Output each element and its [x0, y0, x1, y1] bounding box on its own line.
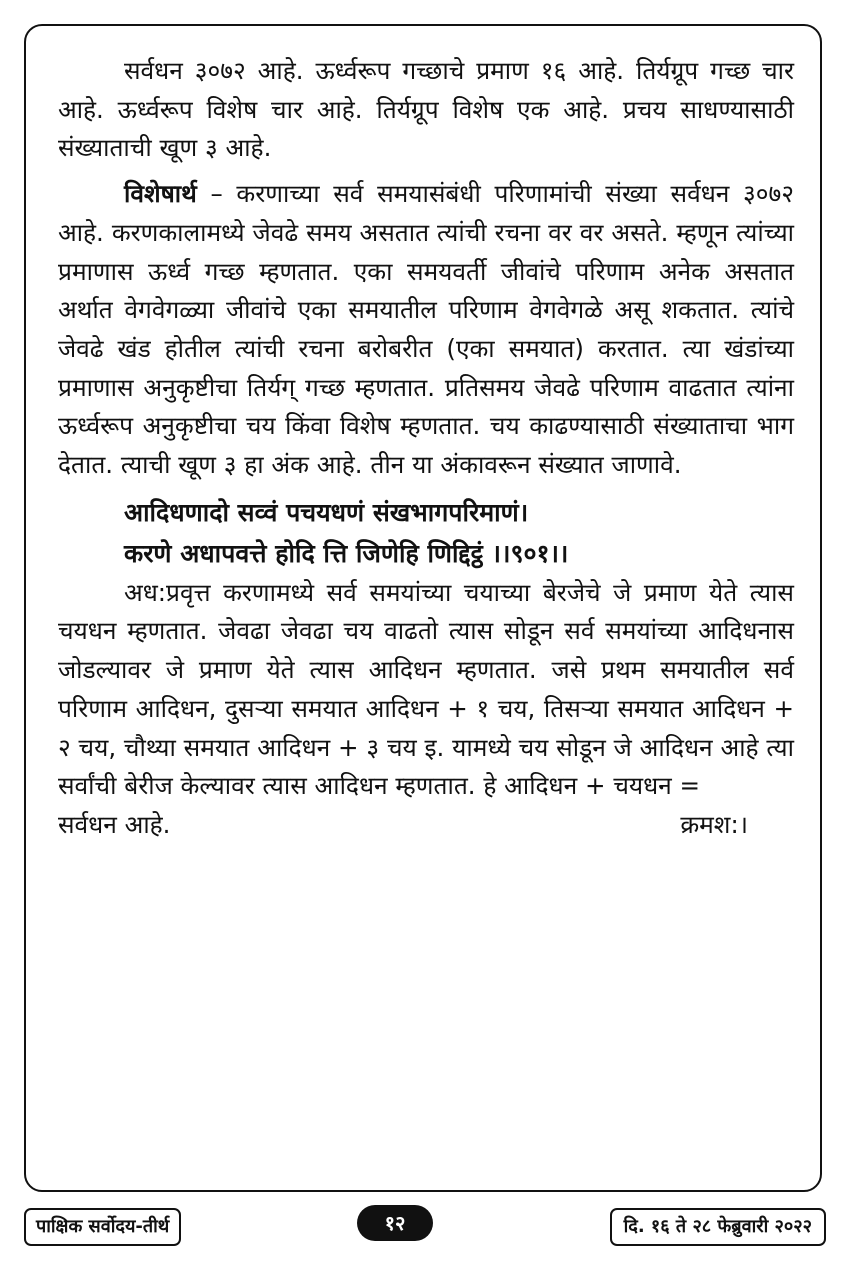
verse-line-2: करणे अधापवत्ते होदि त्ति जिणेहि णिद्दिट्ठं ।।९०१।। — [124, 538, 569, 568]
paragraph-summary: सर्वधन ३०७२ आहे. ऊर्ध्वरूप गच्छाचे प्रमाण १६ आहे. तिर्यग्रूप गच्छ चार आहे. ऊर्ध्वरूप विशेष चार आहे. तिर्यग्रूप विशेष एक आहे. प्रचय साधण्यासाठी संख्याताची खूण ३ आहे. — [58, 56, 794, 163]
closing-text: सर्वधन आहे. — [58, 809, 171, 839]
issue-date: दि. १६ ते २८ फेब्रुवारी २०२२ — [610, 1208, 826, 1246]
paragraph-explanation — [58, 175, 794, 485]
verse-line-1: आदिधणादो सव्वं पचयधणं संखभागपरिमाणं। — [124, 497, 529, 527]
paragraph-commentary: अध:प्रवृत्त करणामध्ये सर्व समयांच्या चयाच्या बेरजेचे जे प्रमाण येते त्यास चयधन म्हणतात. जेवढा जेवढा चय वाढतो त्यास सोडून सर्व समयांच्या आदिधनास जोडल्यावर जे प्रमाण येते त्यास आदिधन म्हणतात. जसे प्रथम समयातील सर्व परिणाम आदिधन, दुसऱ्या समयात आदिधन + १ चय, तिसऱ्या समयात आदिधन + २ चय, चौथ्या समयात आदिधन + ३ चय इ. यामध्ये चय सोडून जे आदिधन आहे त्या सर्वांची बेरीज केल्यावर त्यास आदिधन म्हणतात. हे आदिधन + चयधन = — [58, 577, 794, 801]
explanation-text: – करणाच्या सर्व समयासंबंधी परिणामांची संख्या सर्वधन ३०७२ आहे. करणकालामध्ये जेवढे समय असतात त्यांची रचना वर वर असते. म्हणून त्यांच्या प्रमाणास ऊर्ध्व गच्छ म्हणतात. एका समयवर्ती जीवांचे परिणाम अनेक असतात अर्थात वेगवेगळ्या जीवांचे एका समयातील परिणाम वेगवेगळे असू शकतात. त्यांचे जेवढे खंड होतील त्यांची रचना बरोबरीत (एका समयात) करतात. त्या खंडांच्या प्रमाणास अनुकृष्टीचा तिर्यग् गच्छ म्हणतात. प्रतिसमय जेवढे परिणाम वाढतात त्यांना ऊर्ध्वरूप अनुकृष्टीचा चय किंवा विशेष म्हणतात. चय काढण्यासाठी संख्याताचा भाग देतात. त्याची खूण ३ हा अंक आहे. तीन या अंकावरून संख्यात जाणावे. — [58, 179, 794, 480]
closing-line — [58, 806, 794, 845]
article-body — [58, 52, 794, 845]
publication-name: पाक्षिक सर्वोदय-तीर्थ — [24, 1208, 181, 1246]
explanation-heading: विशेषार्थ — [124, 179, 197, 209]
continued-marker: क्रमश:। — [680, 809, 748, 839]
page-number: १२ — [357, 1205, 433, 1241]
